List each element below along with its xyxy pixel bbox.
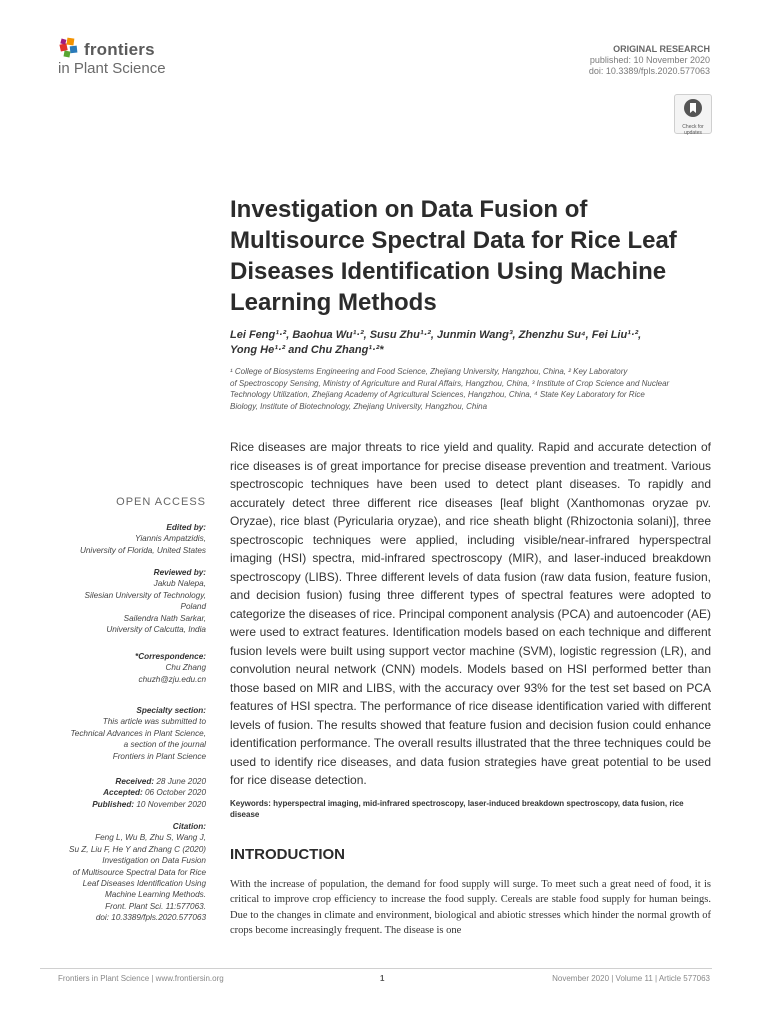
footer-divider: [40, 968, 712, 969]
correspondence-label: *Correspondence:: [135, 652, 206, 661]
author-line[interactable]: Yong He¹·² and Chu Zhang¹·²*: [230, 344, 384, 356]
published-date-side: Published: 10 November 2020: [92, 799, 206, 809]
article-title: Investigation on Data Fusion of Multisource Spectral Data for Rice Leaf Diseases Identification Using Machine Learning Methods: [230, 196, 677, 316]
bookmark-icon: [683, 98, 703, 118]
section-heading-introduction: INTRODUCTION: [230, 846, 345, 863]
citation-info: [40, 821, 206, 924]
affiliation-line: of Spectroscopy Sensing, Ministry of Agriculture and Rural Affairs, Hangzhou, China, ³ Institute of Crop Science and Nuclear: [230, 378, 670, 388]
article-meta: [589, 44, 710, 77]
reviewer-line: Jakub Nalepa,: [153, 579, 206, 589]
citation-line: Investigation on Data Fusion: [102, 856, 206, 866]
author-list: [230, 328, 710, 358]
citation-doi[interactable]: doi: 10.3389/fpls.2020.577063: [95, 913, 206, 923]
editor-affiliation: University of Florida, United States: [79, 545, 206, 555]
affiliation-line: Biology, Institute of Biotechnology, Zhejiang University, Hangzhou, China: [230, 401, 488, 411]
article-doi[interactable]: doi: 10.3389/fpls.2020.577063: [588, 66, 710, 76]
author-line[interactable]: Lei Feng¹·², Baohua Wu¹·², Susu Zhu¹·², Junmin Wang³, Zhenzhu Su⁴, Fei Liu¹·²,: [230, 329, 642, 341]
editor-name: Yiannis Ampatzidis,: [135, 534, 206, 544]
specialty-line: Technical Advances in Plant Science,: [70, 728, 206, 738]
reviewer-info: [40, 567, 206, 635]
specialty-line: Frontiers in Plant Science: [112, 751, 206, 761]
check-for-updates-button[interactable]: [674, 94, 712, 134]
page-number: 1: [380, 974, 385, 983]
citation-line: Leaf Diseases Identification Using: [82, 879, 206, 889]
accepted-date: Accepted: 06 October 2020: [103, 788, 206, 798]
journal-name: in Plant Science: [58, 60, 166, 77]
correspondent-email[interactable]: chuzh@zju.edu.cn: [138, 674, 206, 684]
article-type: ORIGINAL RESEARCH: [613, 44, 710, 54]
correspondent-name: Chu Zhang: [165, 663, 206, 673]
reviewer-line: Sailendra Nath Sarkar,: [123, 613, 206, 623]
specialty-label: Specialty section:: [136, 706, 206, 715]
introduction-text: With the increase of population, the demand for food supply will surge. To meet such a great need of food, it is critical to improve crop efficiency to increase the food supply. Cereals are stable food supply for human beings. Due to the changes in climate and environment, biological and abiotic stresses which hinder the normal growth of crops become increasingly frequent. The disease is one: [230, 879, 711, 936]
specialty-info: [40, 705, 206, 762]
frontiers-logo-icon: [58, 36, 82, 60]
abstract: Rice diseases are major threats to rice yield and quality. Rapid and accurate detection of rice diseases is of great importance for precise disease prevention and treatment. Various spectroscopic techniques have been used to detect plant diseases. To rapidly and accurately detect three different rice diseases [leaf blight (Xanthomonas oryzae pv. Oryzae), rice blast (Pyricularia oryzae), and rice sheath blight (Rhizoctonia solani)], three spectroscopic techniques were applied, including visible/near-infrared hyperspectral imaging (HSI) spectra, mid-infrared spectroscopy (MIR), and laser-induced breakdown spectroscopy (LIBS). Three different levels of data fusion (raw data fusion, feature fusion, and decision fusion) fusing three different types of spectral features were adopted to categorize the diseases of rice. Principal component analysis (PCA) and autoencoder (AE) were used to extract features. Identification models based on each technique and different fusion levels were built using support vector machine (SVM), logistic regression (LR), and convolution neural network (CNN) models. Models based on HSI performed better than those based on MIR and LIBS, with the accuracy over 93% for the test set based on PCA features of HSI spectra. The performance of rice disease identification varied with different levels of fusion. The results showed that feature fusion and decision fusion could enhance identification performance. The overall results illustrated that the three techniques could be used to identify rice diseases, and data fusion strategies have great potential to be used for rice disease detection.: [230, 440, 711, 787]
citation-line: of Multisource Spectral Data for Rice: [72, 867, 206, 877]
edited-by-label: Edited by:: [166, 523, 206, 532]
published-date: published: 10 November 2020: [589, 55, 710, 65]
specialty-line: a section of the journal: [123, 740, 206, 750]
reviewer-line: University of Calcutta, India: [106, 625, 206, 635]
specialty-line: This article was submitted to: [102, 717, 206, 727]
citation-line: Su Z, Liu F, He Y and Zhang C (2020): [69, 844, 206, 854]
citation-line: Feng L, Wu B, Zhu S, Wang J,: [95, 833, 206, 843]
citation-line: Front. Plant Sci. 11:577063.: [105, 901, 206, 911]
reviewed-by-label: Reviewed by:: [153, 568, 206, 577]
reviewer-line: Silesian University of Technology,: [84, 590, 206, 600]
correspondence-info: [40, 651, 206, 685]
received-date: Received: 28 June 2020: [115, 777, 206, 786]
affiliation-line: Technology Utilization, Zhejiang Academy of Agricultural Sciences, Hangzhou, China, ⁴ State Key Laboratory for Rice: [230, 390, 645, 400]
check-for-updates-label: Check for updates: [682, 124, 704, 136]
footer-journal[interactable]: Frontiers in Plant Science | www.frontiersin.org: [58, 974, 224, 983]
citation-line: Machine Learning Methods.: [104, 890, 206, 900]
keywords: Keywords: hyperspectral imaging, mid-infrared spectroscopy, laser-induced breakdown spectroscopy, data fusion, rice disease: [230, 799, 684, 819]
open-access-label: OPEN ACCESS: [116, 496, 206, 508]
dates-info: [40, 776, 206, 810]
affiliations: [230, 366, 710, 412]
affiliation-line: ¹ College of Biosystems Engineering and Food Science, Zhejiang University, Hangzhou, China, ² Key Laboratory: [230, 367, 628, 376]
footer-issue: November 2020 | Volume 11 | Article 577063: [552, 974, 710, 983]
journal-brand: frontiers: [84, 40, 155, 59]
reviewer-line: Poland: [180, 602, 206, 612]
editor-info: [40, 522, 206, 556]
citation-label: Citation:: [172, 822, 206, 831]
